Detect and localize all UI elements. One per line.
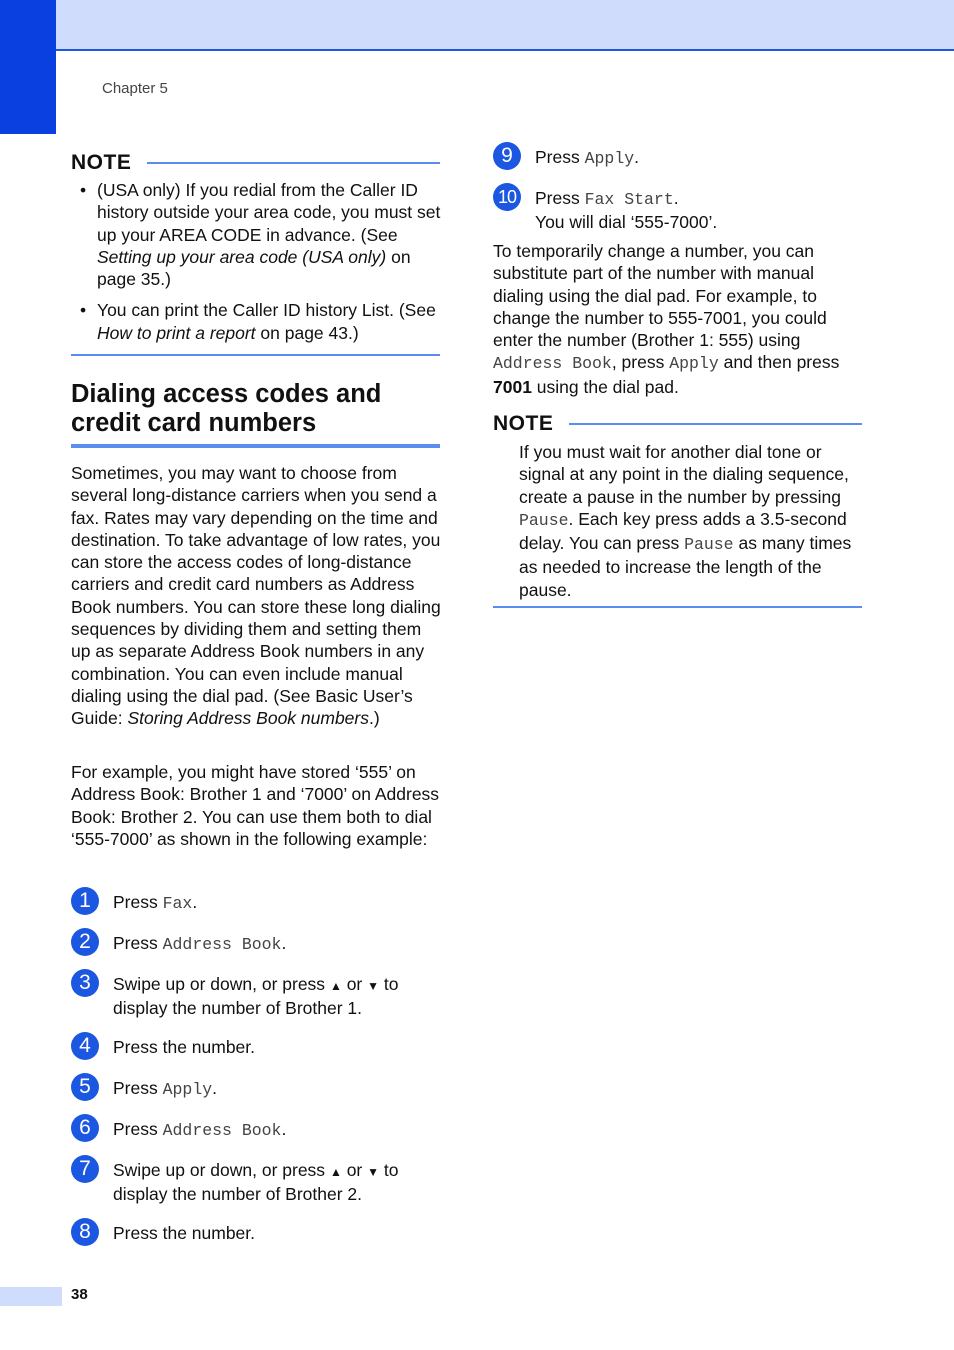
- step-number: 6: [71, 1114, 99, 1142]
- section-heading: Dialing access codes and credit card numbers: [71, 380, 382, 437]
- key-label: Address Book: [162, 1121, 282, 1140]
- cross-reference: How to print a report: [97, 322, 256, 343]
- step-10: 10 Press Fax Start. You will dial ‘555-7000’.: [493, 187, 865, 234]
- step-2: 2 Press Address Book.: [71, 932, 443, 956]
- step-7: 7 Swipe up or down, or press ▲ or ▼ to display the number of Brother 2.: [71, 1159, 443, 1206]
- bold-number: 7001: [493, 376, 532, 397]
- step-number: 10: [493, 183, 521, 211]
- header-band: [0, 0, 954, 51]
- key-label: Apply: [162, 1080, 213, 1099]
- step-6: 6 Press Address Book.: [71, 1118, 443, 1142]
- note-header-left: [71, 152, 440, 174]
- note-header-right: [493, 413, 862, 435]
- step-3: 3 Swipe up or down, or press ▲ or ▼ to display the number of Brother 1.: [71, 973, 443, 1020]
- note-bullet: • (USA only) If you redial from the Caller ID history outside your area code, you must set up your AREA CODE in advance. (See Setting up your area code (USA only) on page 35.): [71, 179, 443, 290]
- step-8: 8 Press the number.: [71, 1222, 443, 1244]
- key-label: Pause: [684, 535, 734, 555]
- step-4: 4 Press the number.: [71, 1036, 443, 1058]
- note-rule: [147, 162, 440, 164]
- note-divider: [71, 354, 440, 356]
- note-rule: [569, 423, 862, 425]
- step-result: You will dial ‘555-7000’.: [535, 212, 718, 233]
- temporary-change-paragraph: To temporarily change a number, you can substitute part of the number with manual dialing using the dial pad. For example, to change the number to 555-7001, you could enter the number (Brother 1: 555) using Address Book, press Apply and then press 7001 using the dial pad.: [493, 241, 840, 397]
- key-label: Address Book: [162, 935, 282, 954]
- pause-note-text: If you must wait for another dial tone or signal at any point in the dialing sequence, create a pause in the number by pressing Pause. Each key press adds a 3.5-second delay. You can press Pause as many times as needed to increase the length of the pause.: [519, 442, 852, 600]
- key-label: Apply: [669, 354, 719, 374]
- note-title: NOTE: [71, 151, 132, 174]
- key-label: Address Book: [493, 354, 612, 374]
- intro-paragraph: Sometimes, you may want to choose from several long-distance carriers when you send a fax. Rates may vary depending on the time and destination. To take advantage of low rates, you can store the access codes of long-distance carriers and credit card numbers as Address Book numbers. You can store these long dialing sequences by dividing them and setting them up as separate Address Book numbers in any combination. You can even include manual dialing using the dial pad. (See Basic User’s Guide: Storing Address Book numbers.): [71, 463, 441, 729]
- step-5: 5 Press Apply.: [71, 1077, 443, 1101]
- key-label: Fax: [162, 894, 193, 913]
- step-number: 7: [71, 1155, 99, 1183]
- note-bullet: • You can print the Caller ID history List. (See How to print a report on page 43.): [71, 299, 443, 344]
- heading-rule: [71, 444, 440, 448]
- example-paragraph: For example, you might have stored ‘555’ on Address Book: Brother 1 and ‘7000’ on Address Book: Brother 2. You can use them both to dial ‘555-7000’ as shown in the following example:: [71, 762, 440, 849]
- key-label: Fax Start: [584, 190, 674, 209]
- step-number: 9: [493, 142, 521, 170]
- cross-reference: Setting up your area code (USA only): [97, 246, 387, 267]
- note-divider: [493, 606, 862, 608]
- up-arrow-icon: ▲: [329, 1165, 342, 1179]
- step-9: 9 Press Apply.: [493, 146, 865, 170]
- chapter-tab: [0, 0, 56, 134]
- page-tab: [0, 1287, 62, 1306]
- step-number: 1: [71, 887, 99, 915]
- step-number: 2: [71, 928, 99, 956]
- note-bullet-list: [71, 179, 443, 353]
- step-1: 1 Press Fax.: [71, 891, 443, 915]
- down-arrow-icon: ▼: [367, 979, 380, 993]
- key-label: Pause: [519, 510, 569, 530]
- cross-reference: Storing Address Book numbers: [127, 708, 369, 729]
- chapter-label: Chapter 5: [102, 80, 168, 97]
- page-number: 38: [71, 1286, 88, 1303]
- step-number: 5: [71, 1073, 99, 1101]
- up-arrow-icon: ▲: [329, 979, 342, 993]
- note-title: NOTE: [493, 412, 554, 435]
- key-label: Apply: [584, 149, 635, 168]
- down-arrow-icon: ▼: [367, 1165, 380, 1179]
- step-number: 8: [71, 1218, 99, 1246]
- step-number: 3: [71, 969, 99, 997]
- step-number: 4: [71, 1032, 99, 1060]
